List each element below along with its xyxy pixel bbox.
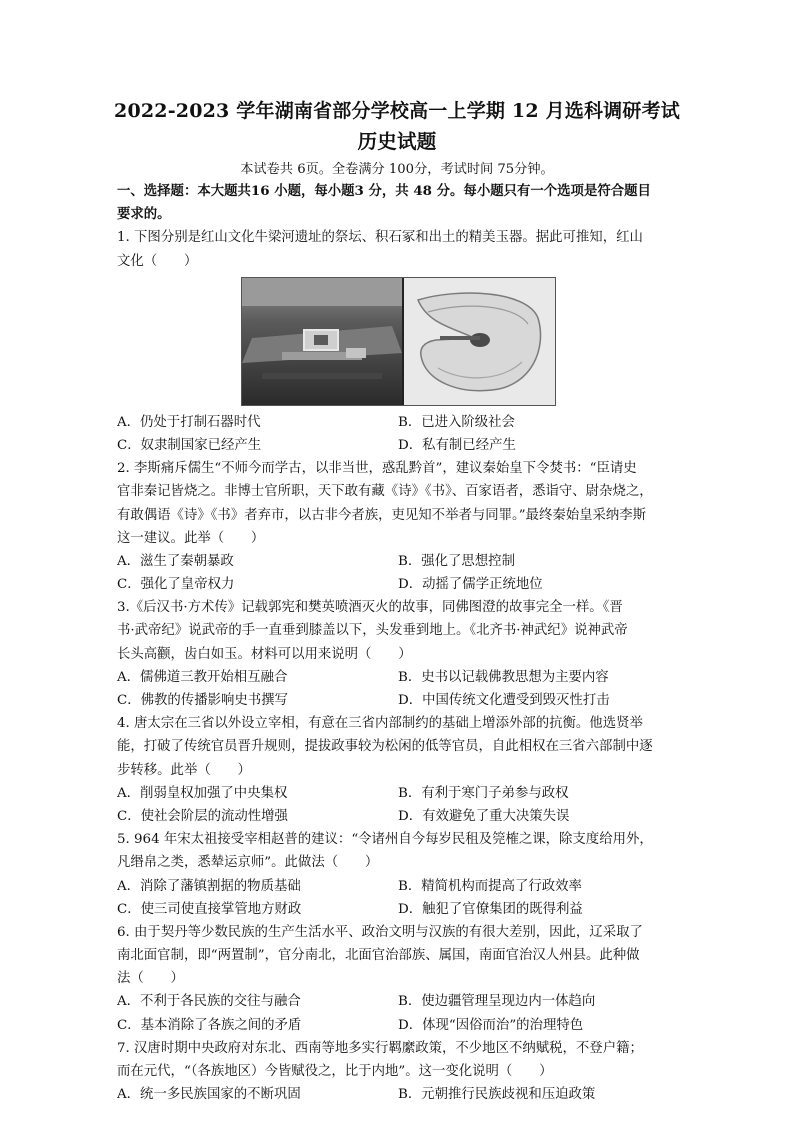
options-row	[117, 434, 677, 457]
exam-content	[117, 180, 677, 1106]
question-stem: 3.《后汉书·方术传》记载郭宪和樊英喷酒灭火的故事，同佛图澄的故事完全一样。《晋	[117, 600, 623, 616]
question-stem: 7. 汉唐时期中央政府对东北、西南等地多实行羁縻政策，不少地区不纳赋税，不登户籍；	[117, 1040, 643, 1056]
option-c: C．使三司使直接掌管地方财政	[117, 901, 302, 917]
question-stem: 而在元代，“（各族地区）今皆赋役之，比于内地”。这一变化说明（ ）	[117, 1064, 553, 1079]
option-c: C．基本消除了各族之间的矛盾	[117, 1017, 302, 1033]
question-4	[117, 712, 677, 828]
options-row	[117, 666, 677, 689]
option-d: D．触犯了官僚集团的既得利益	[398, 901, 583, 917]
question-6	[117, 921, 677, 1037]
question-5	[117, 828, 677, 921]
section-header-line: 要求的。	[117, 206, 171, 223]
options-row	[117, 1083, 677, 1106]
option-a: A．滋生了秦朝暴政	[117, 553, 234, 569]
options-row	[117, 550, 677, 573]
question-stem: 官非秦记皆烧之。非博士官所职，天下敢有藏《诗》《书》、百家语者，悉诣守、尉杂烧之，	[117, 484, 653, 500]
options-row	[117, 411, 677, 434]
option-b: B．已进入阶级社会	[398, 414, 515, 430]
question-stem: 书·武帝纪》说武帝的手一直垂到膝盖以下，头发垂到地上。《北齐书·神武纪》说神武帝	[117, 623, 628, 639]
option-c: C．强化了皇帝权力	[117, 577, 235, 593]
options-row	[117, 689, 677, 712]
option-b: B．元朝推行民族歧视和压迫政策	[398, 1087, 596, 1103]
option-b: B．精简机构而提高了行政效率	[398, 878, 582, 894]
option-b: B．有利于寒门子弟参与政权	[398, 785, 569, 801]
question-stem: 法（ ）	[117, 971, 184, 987]
question-figure	[117, 277, 677, 409]
option-b: B．强化了思想控制	[398, 553, 515, 569]
option-d: D．中国传统文化遭受到毁灭性打击	[398, 693, 610, 708]
option-a: A．消除了藩镇割据的物质基础	[117, 878, 301, 894]
option-c: C．奴隶制国家已经产生	[117, 437, 262, 453]
options-row	[117, 990, 677, 1013]
question-stem: 能，打破了传统官员晋升规则，提拔政事较为松闲的低等官员，自此相权在三省六部制中逐	[117, 739, 653, 755]
question-stem: 长头高颧，齿白如玉。材料可以用来说明（ ）	[117, 646, 412, 662]
option-b: B．史书以记载佛教思想为主要内容	[398, 669, 609, 685]
option-c: C．使社会阶层的流动性增强	[117, 808, 288, 824]
options-row	[117, 898, 677, 921]
question-stem: 2. 李斯痛斥儒生“不师今而学古，以非当世，惑乱黔首”，建议秦始皇下令焚书：“臣请史	[117, 461, 637, 477]
options-row	[117, 805, 677, 828]
question-3	[117, 596, 677, 712]
question-stem: 凡缗帛之类，悉辇运京师”。此做法（ ）	[117, 855, 379, 871]
options-row	[117, 875, 677, 898]
option-d: D．有效避免了重大决策失误	[398, 808, 570, 824]
option-d: D．私有制已经产生	[398, 437, 516, 453]
option-a: A．不利于各民族的交往与融合	[117, 994, 301, 1010]
option-a: A．儒佛道三教开始相互融合	[117, 669, 288, 685]
question-stem: 步转移。此举（ ）	[117, 762, 251, 778]
question-stem: 5. 964 年宋太祖接受宰相赵普的建议：“令诸州自今每岁民租及筦榷之课，除支度给用外，	[117, 832, 653, 848]
question-7	[117, 1037, 677, 1107]
options-row	[117, 782, 677, 805]
exam-info: 本试卷共 6页。全卷满分 100分，考试时间 75分钟。	[240, 162, 554, 177]
options-row	[117, 1014, 677, 1037]
option-d: D．动摇了儒学正统地位	[398, 577, 543, 593]
question-stem: 这一建议。此举（ ）	[117, 530, 265, 546]
question-1	[117, 226, 677, 457]
exam-title: 2022-2023 学年湖南省部分学校高一上学期 12 月选科调研考试	[114, 100, 680, 122]
exam-subtitle: 历史试题	[357, 130, 437, 153]
section-header-line: 一、选择题：本大题共16 小题，每小题3 分，共 48 分。每小题只有一个选项是符合题目	[117, 183, 651, 199]
question-stem: 有敢偶语《诗》《书》者弃市，以古非今者族，吏见知不举者与同罪。”最终秦始皇采纳李斯	[117, 507, 647, 523]
altar-and-jade-photo	[241, 277, 556, 406]
option-b: B．使边疆管理呈现边内一体趋向	[398, 994, 596, 1010]
option-c: C．佛教的传播影响史书撰写	[117, 693, 288, 708]
question-stem: 6. 由于契丹等少数民族的生产生活水平、政治文明与汉族的有很大差别，因此，辽采取了	[117, 924, 643, 940]
option-a: A．削弱皇权加强了中央集权	[117, 785, 288, 801]
question-stem: 文化（ ）	[117, 253, 198, 269]
option-a: A．仍处于打制石器时代	[117, 414, 261, 430]
options-row	[117, 573, 677, 596]
question-2	[117, 457, 677, 596]
question-stem: 1. 下图分别是红山文化牛梁河遗址的祭坛、积石冢和出土的精美玉器。据此可推知，红山	[117, 230, 643, 246]
question-stem: 4. 唐太宗在三省以外设立宰相，有意在三省内部制约的基础上增添外部的抗衡。他选贤举	[117, 716, 643, 732]
question-stem: 南北面官制，即“两置制”，官分南北，北面官治部族、属国，南面官治汉人州县。此种做	[117, 948, 640, 964]
option-a: A．统一多民族国家的不断巩固	[117, 1087, 301, 1103]
option-d: D．体现“因俗而治”的治理特色	[398, 1017, 584, 1033]
